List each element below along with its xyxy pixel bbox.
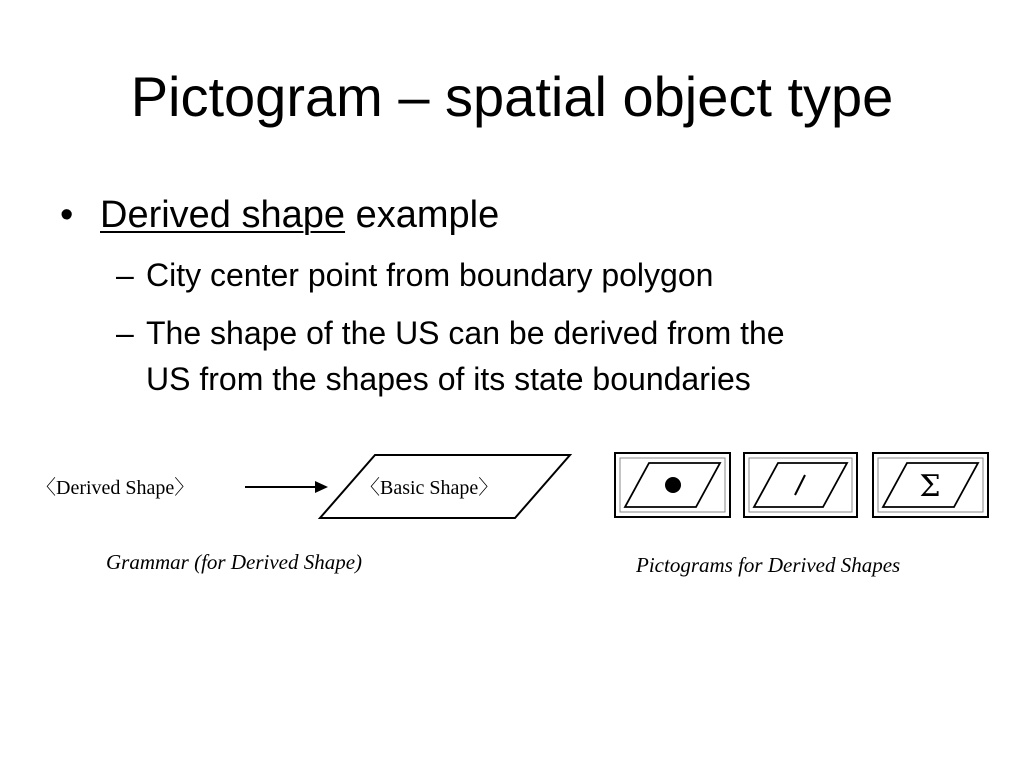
- sub-item-city-center: [116, 252, 713, 298]
- sigma-pictogram-icon: [873, 453, 988, 517]
- bullet-underlined-term: Derived shape: [100, 194, 346, 236]
- bullet-item: [60, 192, 499, 238]
- sub-item-marker: –: [116, 257, 134, 293]
- sub-item-marker: –: [116, 315, 134, 351]
- line-pictogram-icon: [744, 453, 857, 517]
- sub-item-us-shape: [116, 310, 785, 402]
- bullet-marker: •: [60, 194, 74, 236]
- slide-title: Pictogram – spatial object type: [130, 65, 894, 128]
- bullet-text: example: [345, 194, 500, 236]
- sub-item-text-line2: US from the shapes of its state boundaries: [146, 361, 751, 397]
- basic-shape-label: 〈Basic Shape〉: [360, 477, 499, 499]
- grammar-diagram: [30, 445, 590, 585]
- pictograms-caption: Pictograms for Derived Shapes: [636, 553, 901, 577]
- sigma-symbol: Σ: [919, 469, 941, 504]
- sub-item-text: City center point from boundary polygon: [146, 257, 714, 293]
- point-pictogram-icon: [615, 453, 730, 517]
- sub-item-text-line1: The shape of the US can be derived from the: [146, 315, 785, 351]
- grammar-arrowhead: [315, 481, 328, 493]
- pictograms-diagram: [612, 448, 994, 588]
- grammar-caption: Grammar (for Derived Shape): [106, 550, 363, 574]
- derived-shape-label: 〈Derived Shape〉: [36, 477, 195, 499]
